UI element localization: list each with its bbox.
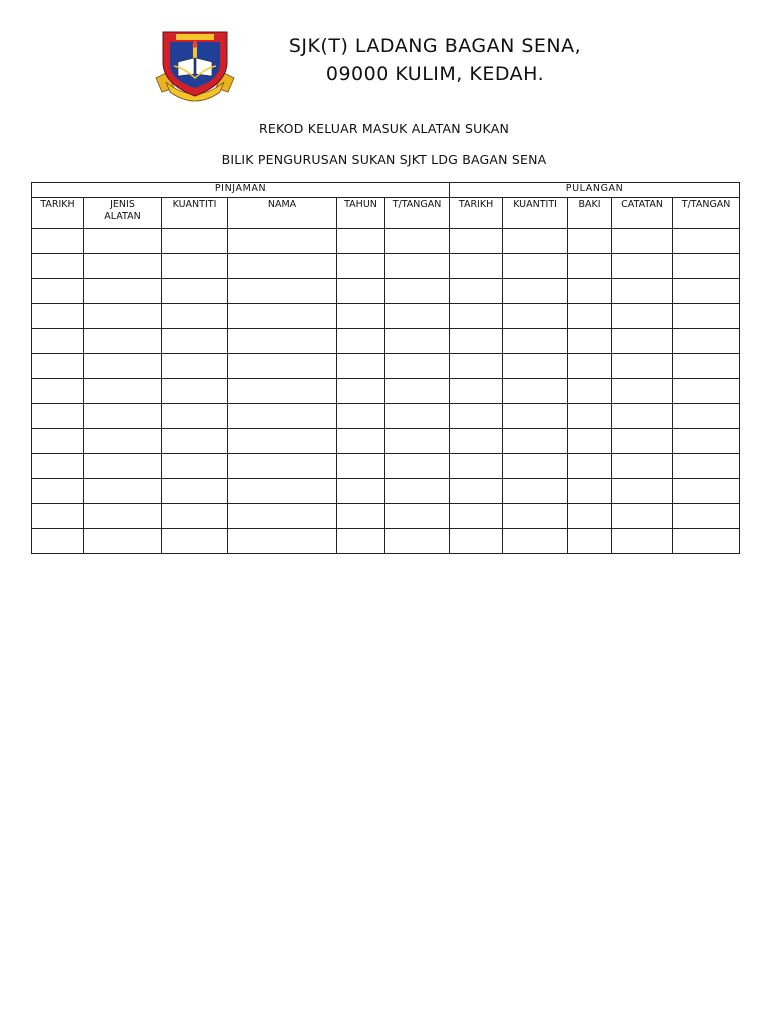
table-cell xyxy=(568,379,612,404)
table-cell xyxy=(162,254,228,279)
table-cell xyxy=(84,479,162,504)
table-cell xyxy=(32,354,84,379)
table-cell xyxy=(162,479,228,504)
table-cell xyxy=(385,229,450,254)
table-cell xyxy=(612,304,673,329)
table-cell xyxy=(612,429,673,454)
table-cell xyxy=(568,354,612,379)
table-cell xyxy=(385,504,450,529)
table-cell xyxy=(673,504,740,529)
table-cell xyxy=(673,479,740,504)
table-cell xyxy=(337,429,385,454)
column-header-tarikh: TARIKH xyxy=(32,198,84,229)
column-header-catatan: CATATAN xyxy=(612,198,673,229)
table-cell xyxy=(673,304,740,329)
table-cell xyxy=(612,229,673,254)
school-address-line2: 09000 KULIM, KEDAH. xyxy=(325,63,545,85)
column-header-jenis-alatan xyxy=(84,198,162,229)
column-header-ttangan: T/TANGAN xyxy=(385,198,450,229)
table-cell xyxy=(84,354,162,379)
table-cell xyxy=(84,329,162,354)
table-cell xyxy=(673,329,740,354)
table-row xyxy=(32,354,740,379)
table-cell xyxy=(337,504,385,529)
table-cell xyxy=(503,304,568,329)
table-row xyxy=(32,529,740,554)
table-cell xyxy=(673,379,740,404)
column-header-tahun: TAHUN xyxy=(337,198,385,229)
table-cell xyxy=(612,479,673,504)
table-cell xyxy=(385,529,450,554)
table-cell xyxy=(32,229,84,254)
table-cell xyxy=(612,254,673,279)
table-cell xyxy=(612,354,673,379)
table-cell xyxy=(337,304,385,329)
table-cell xyxy=(337,354,385,379)
table-cell xyxy=(673,454,740,479)
table-cell xyxy=(503,379,568,404)
record-table-body xyxy=(32,229,740,554)
table-cell xyxy=(568,479,612,504)
table-cell xyxy=(568,504,612,529)
table-cell xyxy=(228,429,337,454)
table-cell xyxy=(503,529,568,554)
table-cell xyxy=(450,254,503,279)
column-header-tarikh-return: TARIKH xyxy=(450,198,503,229)
table-cell xyxy=(228,504,337,529)
column-header-nama: NAMA xyxy=(228,198,337,229)
table-cell xyxy=(673,429,740,454)
table-cell xyxy=(337,254,385,279)
table-row xyxy=(32,404,740,429)
table-cell xyxy=(228,454,337,479)
document-title: REKOD KELUAR MASUK ALATAN SUKAN xyxy=(258,121,509,136)
table-cell xyxy=(568,404,612,429)
table-cell xyxy=(450,404,503,429)
table-cell xyxy=(228,404,337,429)
table-row xyxy=(32,254,740,279)
table-cell xyxy=(385,354,450,379)
table-cell xyxy=(673,404,740,429)
table-cell xyxy=(32,329,84,354)
table-cell xyxy=(450,479,503,504)
table-cell xyxy=(228,479,337,504)
table-cell xyxy=(568,329,612,354)
table-cell xyxy=(385,454,450,479)
table-cell xyxy=(385,404,450,429)
table-cell xyxy=(228,354,337,379)
school-name-line1: SJK(T) LADANG BAGAN SENA, xyxy=(288,35,582,57)
table-cell xyxy=(337,329,385,354)
table-cell xyxy=(162,529,228,554)
table-cell xyxy=(450,354,503,379)
table-cell xyxy=(612,504,673,529)
table-cell xyxy=(503,504,568,529)
table-cell xyxy=(84,454,162,479)
table-cell xyxy=(337,279,385,304)
table-cell xyxy=(84,429,162,454)
table-row xyxy=(32,304,740,329)
table-cell xyxy=(503,279,568,304)
table-cell xyxy=(450,279,503,304)
table-cell xyxy=(162,229,228,254)
table-cell xyxy=(32,454,84,479)
table-cell xyxy=(503,404,568,429)
table-cell xyxy=(568,254,612,279)
table-cell xyxy=(228,529,337,554)
table-cell xyxy=(673,279,740,304)
table-cell xyxy=(228,279,337,304)
table-cell xyxy=(385,379,450,404)
table-cell xyxy=(84,504,162,529)
column-header-jenis-line2: ALATAN xyxy=(104,211,141,222)
table-cell xyxy=(337,379,385,404)
table-cell xyxy=(162,379,228,404)
table-cell xyxy=(568,529,612,554)
table-cell xyxy=(673,529,740,554)
table-cell xyxy=(612,279,673,304)
table-cell xyxy=(84,529,162,554)
table-cell xyxy=(450,304,503,329)
table-row xyxy=(32,479,740,504)
column-header-jenis-line1: JENIS xyxy=(110,199,135,210)
table-cell xyxy=(162,354,228,379)
column-header-kuantiti: KUANTITI xyxy=(162,198,228,229)
table-cell xyxy=(337,229,385,254)
table-cell xyxy=(32,304,84,329)
table-cell xyxy=(503,354,568,379)
table-row xyxy=(32,329,740,354)
table-cell xyxy=(32,254,84,279)
table-cell xyxy=(503,429,568,454)
table-cell xyxy=(385,254,450,279)
table-cell xyxy=(503,229,568,254)
table-cell xyxy=(568,304,612,329)
table-cell xyxy=(673,254,740,279)
table-cell xyxy=(228,304,337,329)
table-row xyxy=(32,379,740,404)
column-header-kuantiti-return: KUANTITI xyxy=(503,198,568,229)
table-cell xyxy=(32,429,84,454)
table-cell xyxy=(450,429,503,454)
table-row xyxy=(32,504,740,529)
table-cell xyxy=(228,329,337,354)
table-cell xyxy=(228,379,337,404)
table-cell xyxy=(162,279,228,304)
table-cell xyxy=(612,329,673,354)
table-cell xyxy=(32,279,84,304)
table-cell xyxy=(84,304,162,329)
table-cell xyxy=(228,229,337,254)
table-cell xyxy=(162,504,228,529)
table-cell xyxy=(84,404,162,429)
table-cell xyxy=(337,479,385,504)
table-cell xyxy=(612,529,673,554)
table-cell xyxy=(450,504,503,529)
table-cell xyxy=(162,454,228,479)
table-cell xyxy=(337,529,385,554)
table-cell xyxy=(84,229,162,254)
table-cell xyxy=(503,329,568,354)
table-cell xyxy=(503,479,568,504)
table-cell xyxy=(450,379,503,404)
table-cell xyxy=(612,454,673,479)
table-cell xyxy=(450,454,503,479)
school-header xyxy=(250,32,620,88)
table-cell xyxy=(568,279,612,304)
column-header-ttangan-return: T/TANGAN xyxy=(673,198,740,229)
table-cell xyxy=(337,454,385,479)
equipment-record-table xyxy=(31,182,740,554)
table-row xyxy=(32,429,740,454)
table-cell xyxy=(568,429,612,454)
table-cell xyxy=(612,379,673,404)
table-cell xyxy=(450,229,503,254)
table-cell xyxy=(385,429,450,454)
table-cell xyxy=(385,279,450,304)
table-cell xyxy=(450,329,503,354)
group-header-pulangan: PULANGAN xyxy=(450,183,740,198)
table-row xyxy=(32,229,740,254)
table-cell xyxy=(84,254,162,279)
table-cell xyxy=(673,229,740,254)
table-cell xyxy=(385,304,450,329)
table-cell xyxy=(32,529,84,554)
table-cell xyxy=(84,379,162,404)
table-cell xyxy=(673,354,740,379)
school-crest-icon xyxy=(154,26,236,102)
document-subtitle: BILIK PENGURUSAN SUKAN SJKT LDG BAGAN SENA xyxy=(221,152,547,167)
table-row xyxy=(32,279,740,304)
table-cell xyxy=(568,454,612,479)
table-cell xyxy=(162,304,228,329)
table-cell xyxy=(503,454,568,479)
table-cell xyxy=(385,479,450,504)
table-cell xyxy=(32,504,84,529)
group-header-pinjaman: PINJAMAN xyxy=(32,183,450,198)
table-cell xyxy=(32,479,84,504)
table-cell xyxy=(568,229,612,254)
table-cell xyxy=(450,529,503,554)
column-header-baki: BAKI xyxy=(568,198,612,229)
table-cell xyxy=(503,254,568,279)
table-cell xyxy=(162,429,228,454)
table-cell xyxy=(612,404,673,429)
table-cell xyxy=(84,279,162,304)
table-cell xyxy=(385,329,450,354)
table-cell xyxy=(337,404,385,429)
table-cell xyxy=(228,254,337,279)
table-row xyxy=(32,454,740,479)
table-cell xyxy=(162,404,228,429)
table-cell xyxy=(32,404,84,429)
table-cell xyxy=(162,329,228,354)
table-cell xyxy=(32,379,84,404)
